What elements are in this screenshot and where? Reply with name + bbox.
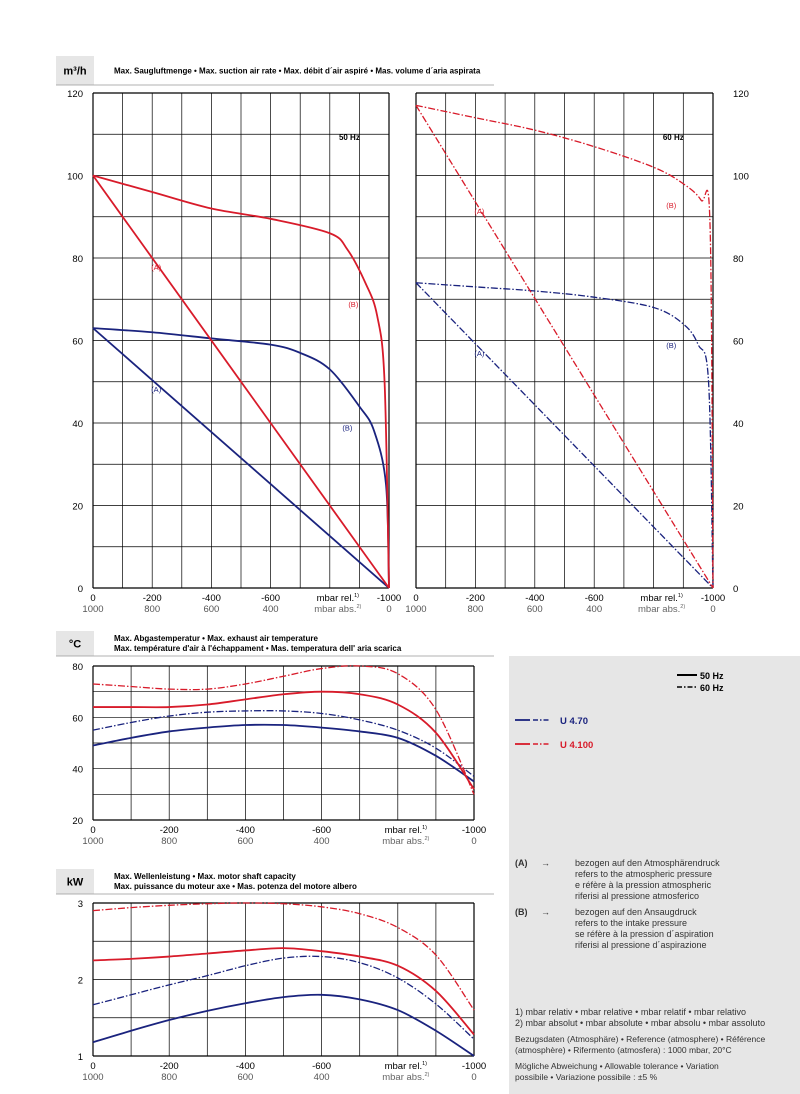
x-tick-rel: 0 [90,1061,96,1072]
x-unit-abs: mbar abs.$^{2)}$ [314,604,362,615]
chart-panel-3 [56,631,494,847]
note-a-key: (A) [515,858,528,868]
y-tick-label: 60 [72,713,83,725]
note-b-text: bezogen auf den Ansaugdruck refers to the intake pressure se réfère à la pression d´aspiration riferisi al pressione d´aspirazione [575,907,714,950]
curve-label: (A) [474,348,485,358]
y-tick-label: 120 [733,89,749,100]
footnote-mark: 2) [424,1072,430,1078]
x-tick-rel: -1000 [461,825,487,836]
y-tick-label: 80 [72,254,83,265]
unit-label: m³/h [63,65,87,78]
x-tick-abs: 0 [710,604,716,615]
x-tick-rel: -1000 [376,593,402,604]
x-unit-rel: mbar rel.$^{1)}$ [640,593,683,604]
x-tick-rel: -1000 [700,593,726,604]
x-tick-abs: 400 [313,1072,330,1083]
x-tick-abs: 800 [467,604,484,615]
chart-panel-2 [405,89,748,615]
curve-label: (B) [348,299,359,309]
x-tick-abs: 1000 [82,836,104,847]
x-unit-abs: mbar abs.$^{2)}$ [382,1072,430,1083]
chart-title-2: Max. puissance du moteur axe • Mas. potenza del motore albero [114,882,357,891]
arrow-right-icon: → [541,907,550,917]
y-tick-label: 3 [77,899,83,910]
x-tick-rel: -600 [312,825,332,836]
x-unit-rel: mbar rel.$^{1)}$ [316,593,359,604]
x-tick-abs: 0 [471,1072,477,1083]
x-tick-rel: -600 [312,1061,332,1072]
reference-data: Bezugsdaten (Atmosphäre) • Reference (atmosphere) • Référence (atmosphère) • Rifermento (atmosfera) : 1000 mbar, 20°C [515,1034,766,1055]
y-tick-label: 120 [67,89,83,100]
y-tick-label: 40 [733,419,744,430]
y-tick-label: 0 [77,584,83,595]
x-tick-rel: -400 [235,825,255,836]
y-tick-label: 2 [77,975,83,987]
y-tick-label: 20 [72,816,83,827]
tolerance-note: Mögliche Abweichung • Allowable tolerance • Variation possibile • Variazione possibile : ±5 % [515,1061,719,1082]
x-tick-abs: 1000 [405,604,427,615]
x-tick-abs: 1000 [82,1072,104,1083]
x-tick-abs: 800 [144,604,161,615]
footnote-mark: 2) [680,604,686,610]
x-unit-rel: mbar rel.$^{1)}$ [384,1061,427,1072]
curve-label: (A) [151,385,162,395]
footnote-mark: 2) [356,604,362,610]
footnote-mark: 1) [677,593,683,599]
x-tick-rel: -400 [235,1061,255,1072]
footnote-mark: 1) [354,593,359,599]
y-tick-label: 20 [72,501,83,513]
x-unit-abs: mbar abs.$^{2)}$ [382,836,430,847]
x-unit-rel: mbar rel.$^{1)}$ [384,825,427,836]
frequency-label: 50 Hz [338,133,360,142]
y-tick-label: 1 [77,1052,83,1063]
x-tick-rel: -400 [525,593,545,604]
curve-label: (A) [151,263,162,272]
x-tick-abs: 0 [386,604,392,615]
frequency-label: 60 Hz [662,133,684,142]
curve-label: (B) [666,200,677,210]
legend-50hz-label: 50 Hz [700,671,724,681]
curve-label: (A) [474,206,485,216]
x-tick-abs: 600 [237,1072,254,1083]
chart-title-2: Max. température d'air à l'échappament • Mas. temperatura dell' aria scarica [114,644,402,653]
x-tick-rel: -1000 [461,1061,487,1072]
legend-model-label: U 4.100 [560,740,594,751]
note-b-key: (B) [515,907,528,917]
y-tick-label: 100 [67,171,83,183]
x-unit-abs: mbar abs.$^{2)}$ [638,604,686,615]
x-tick-abs: 0 [471,836,477,847]
y-tick-label: 20 [733,501,744,513]
x-tick-rel: -600 [584,593,604,604]
y-tick-label: 0 [733,584,739,595]
arrow-right-icon: → [541,858,550,868]
legend-model-label: U 4.70 [560,716,588,727]
x-tick-rel: -200 [159,1061,179,1072]
x-tick-abs: 400 [262,604,279,615]
x-tick-abs: 800 [161,1072,178,1083]
curve-label: (B) [666,341,677,350]
x-tick-abs: 400 [586,604,603,615]
x-tick-rel: 0 [90,825,96,836]
chart-title: Max. Saugluftmenge • Max. suction air rate • Max. débit d´air aspiré • Mas. volume d´aria aspirata [114,66,481,76]
curve-label: (B) [342,423,353,433]
x-tick-rel: -200 [465,593,485,604]
unit-label: kW [66,876,84,889]
x-tick-abs: 600 [526,604,543,615]
chart-panel-1 [56,56,494,615]
x-tick-abs: 600 [237,836,254,847]
y-tick-label: 40 [72,419,83,430]
footnote-1: 1) mbar relativ • mbar relative • mbar relatif • mbar relativo [515,1007,747,1017]
y-tick-label: 80 [733,254,744,265]
y-tick-label: 40 [72,764,83,776]
x-tick-abs: 800 [161,836,178,847]
x-tick-abs: 1000 [82,604,104,615]
y-tick-label: 100 [733,171,749,183]
footnote-mark: 1) [422,1061,427,1067]
x-tick-rel: -200 [159,825,179,836]
note-a [515,858,720,902]
legend-60hz-label: 60 Hz [700,683,724,693]
y-tick-label: 80 [72,662,83,673]
x-tick-abs: 400 [313,836,330,847]
x-tick-rel: -200 [142,593,162,604]
unit-label: °C [68,638,82,651]
chart-panel-4 [56,869,494,1083]
footnote-2: 2) mbar absolut • mbar absolute • mbar absolu • mbar assoluto [515,1018,766,1028]
x-tick-rel: -400 [201,593,221,604]
y-tick-label: 60 [733,336,744,348]
x-tick-rel: 0 [413,593,419,604]
chart-title: Max. Wellenleistung • Max. motor shaft capacity [114,872,296,881]
x-tick-rel: 0 [90,593,96,604]
y-tick-label: 60 [72,336,83,348]
chart-title: Max. Abgastemperatur • Max. exhaust air temperature [114,634,318,643]
x-tick-abs: 600 [203,604,220,615]
note-b [515,907,714,951]
note-a-text: bezogen auf den Atmosphärendruck refers to the atmospheric pressure e réfère à la pression atmospheric riferisi al pressione atmosferico [575,858,720,901]
x-tick-rel: -600 [261,593,281,604]
footnote-mark: 2) [424,836,430,842]
footnote-mark: 1) [422,825,427,831]
